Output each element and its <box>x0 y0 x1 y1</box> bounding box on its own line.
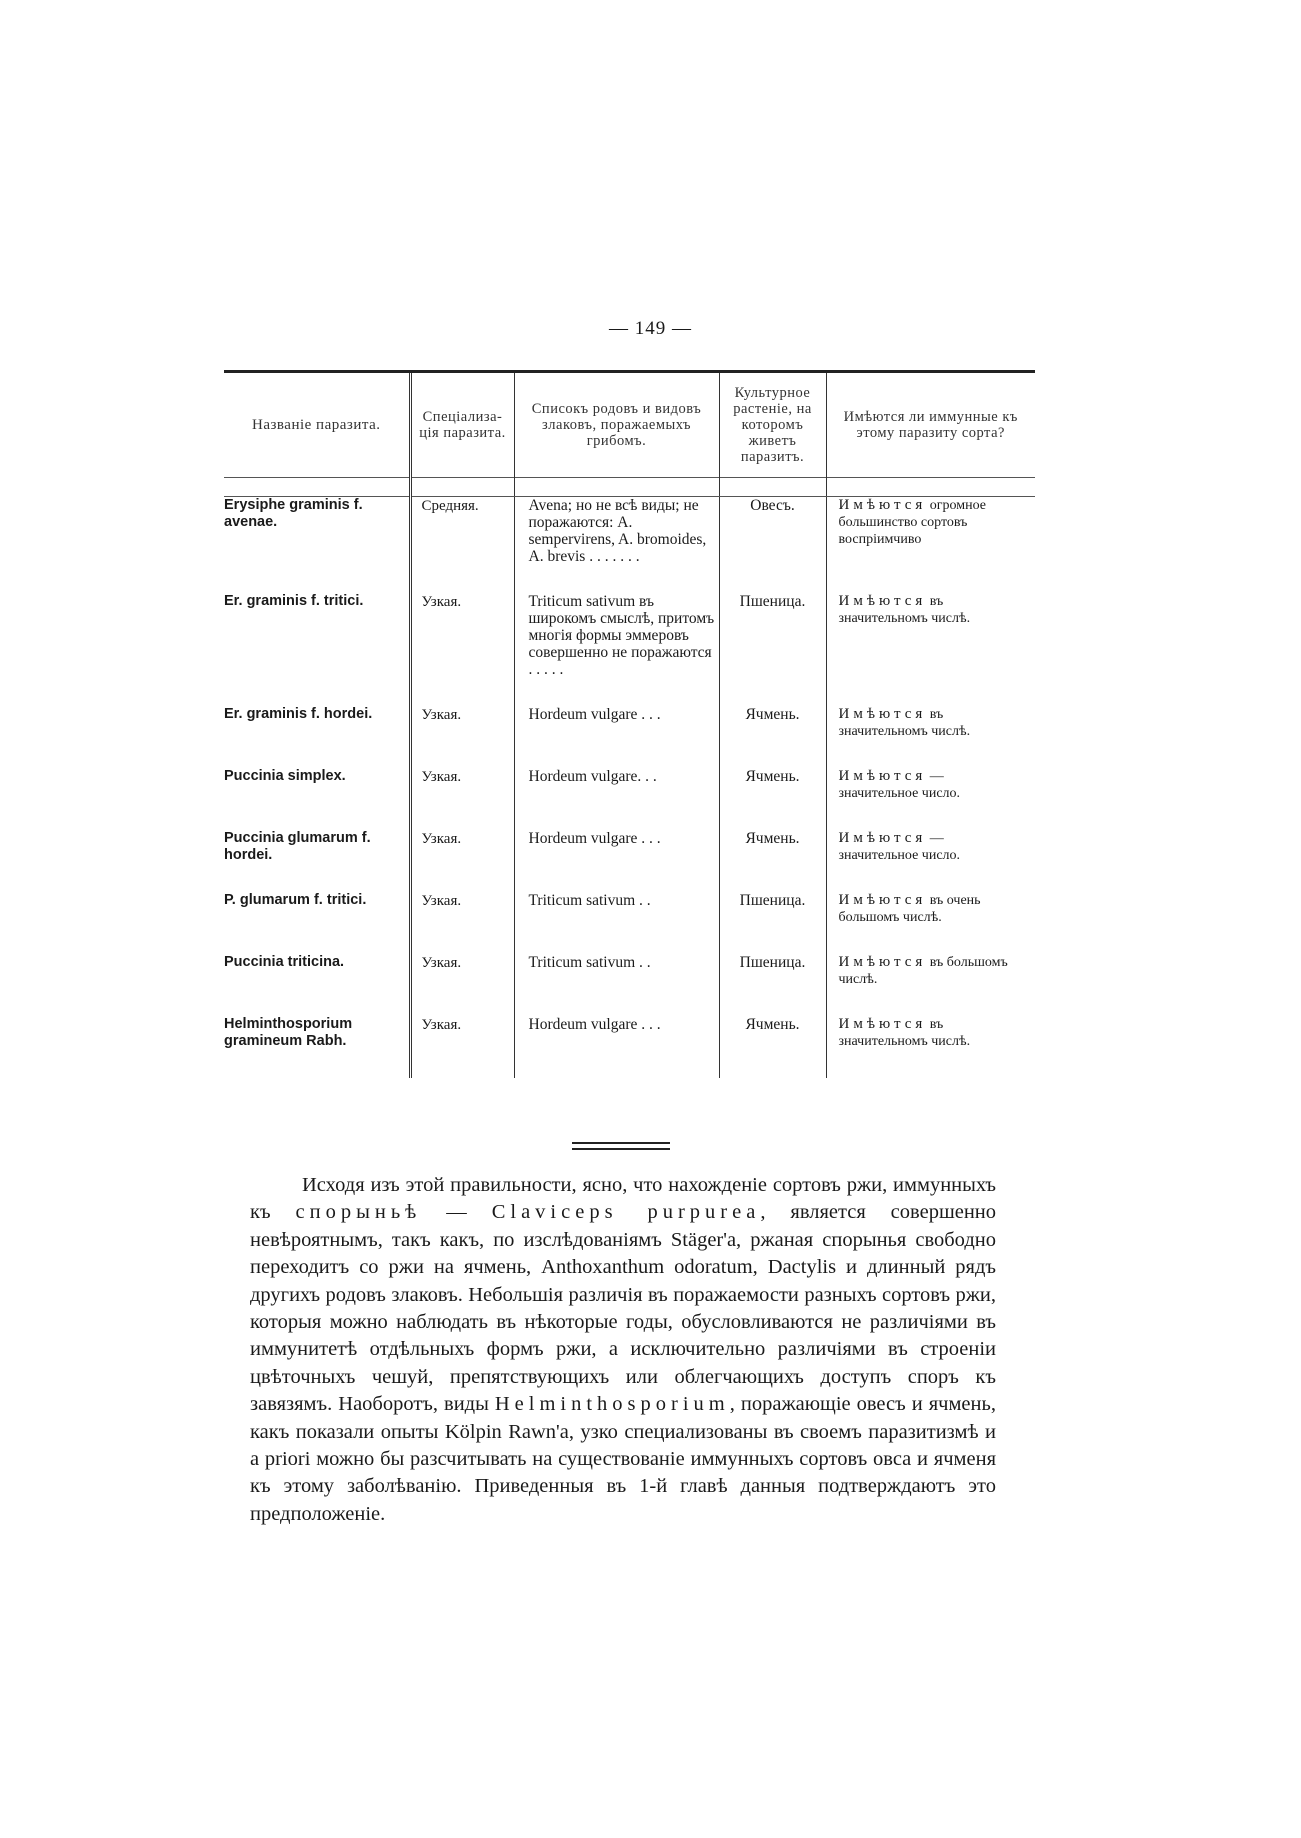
immune-detail: огромное большинство сортовъ воспріимчиво <box>838 498 986 547</box>
crop: Пшеница. <box>719 954 826 988</box>
specialization: Узкая. <box>410 768 514 802</box>
row-spacer <box>224 926 1035 954</box>
parasite-name: P. glumarum f. tritici. <box>224 892 367 908</box>
table-row <box>224 768 1035 802</box>
crop: Ячмень. <box>719 830 826 864</box>
immune-varieties <box>826 593 1035 678</box>
immune-detail: въ значительномъ числѣ. <box>838 707 971 739</box>
immune-head: Имѣются <box>838 768 927 784</box>
table-header-row <box>224 373 1035 478</box>
immune-head: Имѣются <box>838 497 927 513</box>
host-list: Triticum sativum . . <box>514 892 719 926</box>
header-host-list: Списокъ родовъ и видовъ злаковъ, поражаемыхъ грибомъ. <box>514 373 719 478</box>
specialization: Узкая. <box>410 706 514 740</box>
section-divider <box>572 1142 670 1154</box>
immune-varieties <box>826 768 1035 802</box>
table-row <box>224 497 1035 566</box>
body-paragraph <box>250 1172 996 1528</box>
parasite-name: Puccinia simplex. <box>224 768 346 784</box>
immune-varieties <box>826 892 1035 926</box>
host-list: Hordeum vulgare. . . <box>514 768 719 802</box>
row-spacer <box>224 678 1035 706</box>
header-immune-varieties: Имѣются ли иммунные къ этому паразиту сорта? <box>826 373 1035 478</box>
immune-head: Имѣются <box>838 892 927 908</box>
table-row <box>224 706 1035 740</box>
row-spacer <box>224 864 1035 892</box>
spaced-term: Helminthosporium <box>494 1393 730 1416</box>
host-list: Hordeum vulgare . . . <box>514 830 719 864</box>
table-row <box>224 892 1035 926</box>
immune-detail: въ очень большомъ числѣ. <box>838 893 981 925</box>
page-number: — 149 — <box>609 318 692 339</box>
immune-varieties <box>826 706 1035 740</box>
parasite-name: Er. graminis f. tritici. <box>224 593 364 609</box>
immune-varieties <box>826 830 1035 864</box>
table-row <box>224 830 1035 864</box>
parasite-name: Er. graminis f. hordei. <box>224 706 373 722</box>
row-spacer <box>224 740 1035 768</box>
immune-detail: въ значительномъ числѣ. <box>838 1017 971 1049</box>
immune-head: Имѣются <box>838 593 927 609</box>
immune-head: Имѣются <box>838 1016 927 1032</box>
parasite-name: Puccinia triticina. <box>224 954 345 970</box>
header-parasite-name: Названіе паразита. <box>251 417 381 433</box>
immune-detail: — значительное число. <box>838 769 961 801</box>
host-list: Hordeum vulgare . . . <box>514 706 719 740</box>
host-list: Hordeum vulgare . . . <box>514 1016 719 1050</box>
row-spacer <box>224 802 1035 830</box>
immune-detail: въ большомъ числѣ. <box>838 955 1008 987</box>
immune-varieties <box>826 1016 1035 1050</box>
row-spacer <box>224 988 1035 1016</box>
paragraph-text: , является совершенно невѣроятнымъ, такъ какъ, по изслѣдованіямъ Stäger'a, ржаная спорынья свободно переходитъ со ржи на ячмень, Anthoxanthum odoratum, Dactylis и длинный рядъ другихъ родовъ злаковъ. Небольшія различія въ поражаемости разныхъ сортовъ ржи, которыя можно наблюдать въ нѣкоторые годы, обусловливаются не различіями въ иммунитетѣ отдѣльныхъ формъ ржи, а исключительно различіями въ строеніи цвѣточныхъ чешуй, препятствующихъ или облегчающихъ доступъ споръ къ завязямъ. Наоборотъ, виды <box>250 1201 997 1416</box>
specialization: Узкая. <box>410 1016 514 1050</box>
parasite-name: Helminthosporium gramineum Rabh. <box>224 1016 353 1049</box>
parasite-name: Puccinia glumarum f. hordei. <box>224 830 371 863</box>
immune-varieties <box>826 497 1035 566</box>
paragraph-text: , поражающіе овесъ и ячмень, какъ показали опыты Kölpin Rawn'a, узко специализованы въ своемъ паразитизмѣ и a priori можно бы разсчитывать на существованіе иммунныхъ сортовъ овса и ячменя къ этому заболѣванію. Приведенныя въ 1-й главѣ данныя подтверждаютъ это предположеніе. <box>250 1393 996 1525</box>
immune-head: Имѣются <box>838 706 927 722</box>
table-end <box>224 1050 1035 1078</box>
table-row <box>224 1016 1035 1050</box>
host-list: Triticum sativum . . <box>514 954 719 988</box>
immune-detail: въ значительномъ числѣ. <box>838 594 971 626</box>
crop: Ячмень. <box>719 1016 826 1050</box>
immune-varieties <box>826 954 1035 988</box>
immune-detail: — значительное число. <box>838 831 961 863</box>
table-row <box>224 593 1035 678</box>
table-row <box>224 954 1035 988</box>
host-list: Triticum sativum въ широкомъ смыслѣ, притомъ многія формы эммеровъ совершенно не поражаются . . . . . <box>514 593 719 678</box>
specialization: Средняя. <box>410 497 514 566</box>
specialization: Узкая. <box>410 954 514 988</box>
crop: Ячмень. <box>719 768 826 802</box>
specialization: Узкая. <box>410 892 514 926</box>
crop: Пшеница. <box>719 892 826 926</box>
specialization: Узкая. <box>410 593 514 678</box>
spaced-term: Claviceps purpurea <box>491 1201 761 1224</box>
immune-head: Имѣются <box>838 954 927 970</box>
header-separator <box>224 478 1035 497</box>
crop: Пшеница. <box>719 593 826 678</box>
parasite-table <box>224 370 1035 1078</box>
row-spacer <box>224 565 1035 593</box>
paragraph-text: Исходя изъ этой правильности, ясно, что нахожденіе сортовъ ржи, иммунныхъ къ <box>250 1174 996 1224</box>
header-specialization: Спеціализа-ція паразита. <box>410 373 514 478</box>
header-crop: Культурное растеніе, на которомъ живетъ паразитъ. <box>719 373 826 478</box>
host-list: Avena; но не всѣ виды; не поражаются: A. sempervirens, A. bromoides, A. brevis . . . . . . . <box>514 497 719 566</box>
specialization: Узкая. <box>410 830 514 864</box>
immune-head: Имѣются <box>838 830 927 846</box>
paragraph-text: — <box>421 1201 492 1224</box>
parasite-name: Erysiphe graminis f. avenae. <box>224 497 363 530</box>
crop: Овесъ. <box>719 497 826 566</box>
spaced-term: спорыньѣ <box>295 1201 422 1224</box>
crop: Ячмень. <box>719 706 826 740</box>
